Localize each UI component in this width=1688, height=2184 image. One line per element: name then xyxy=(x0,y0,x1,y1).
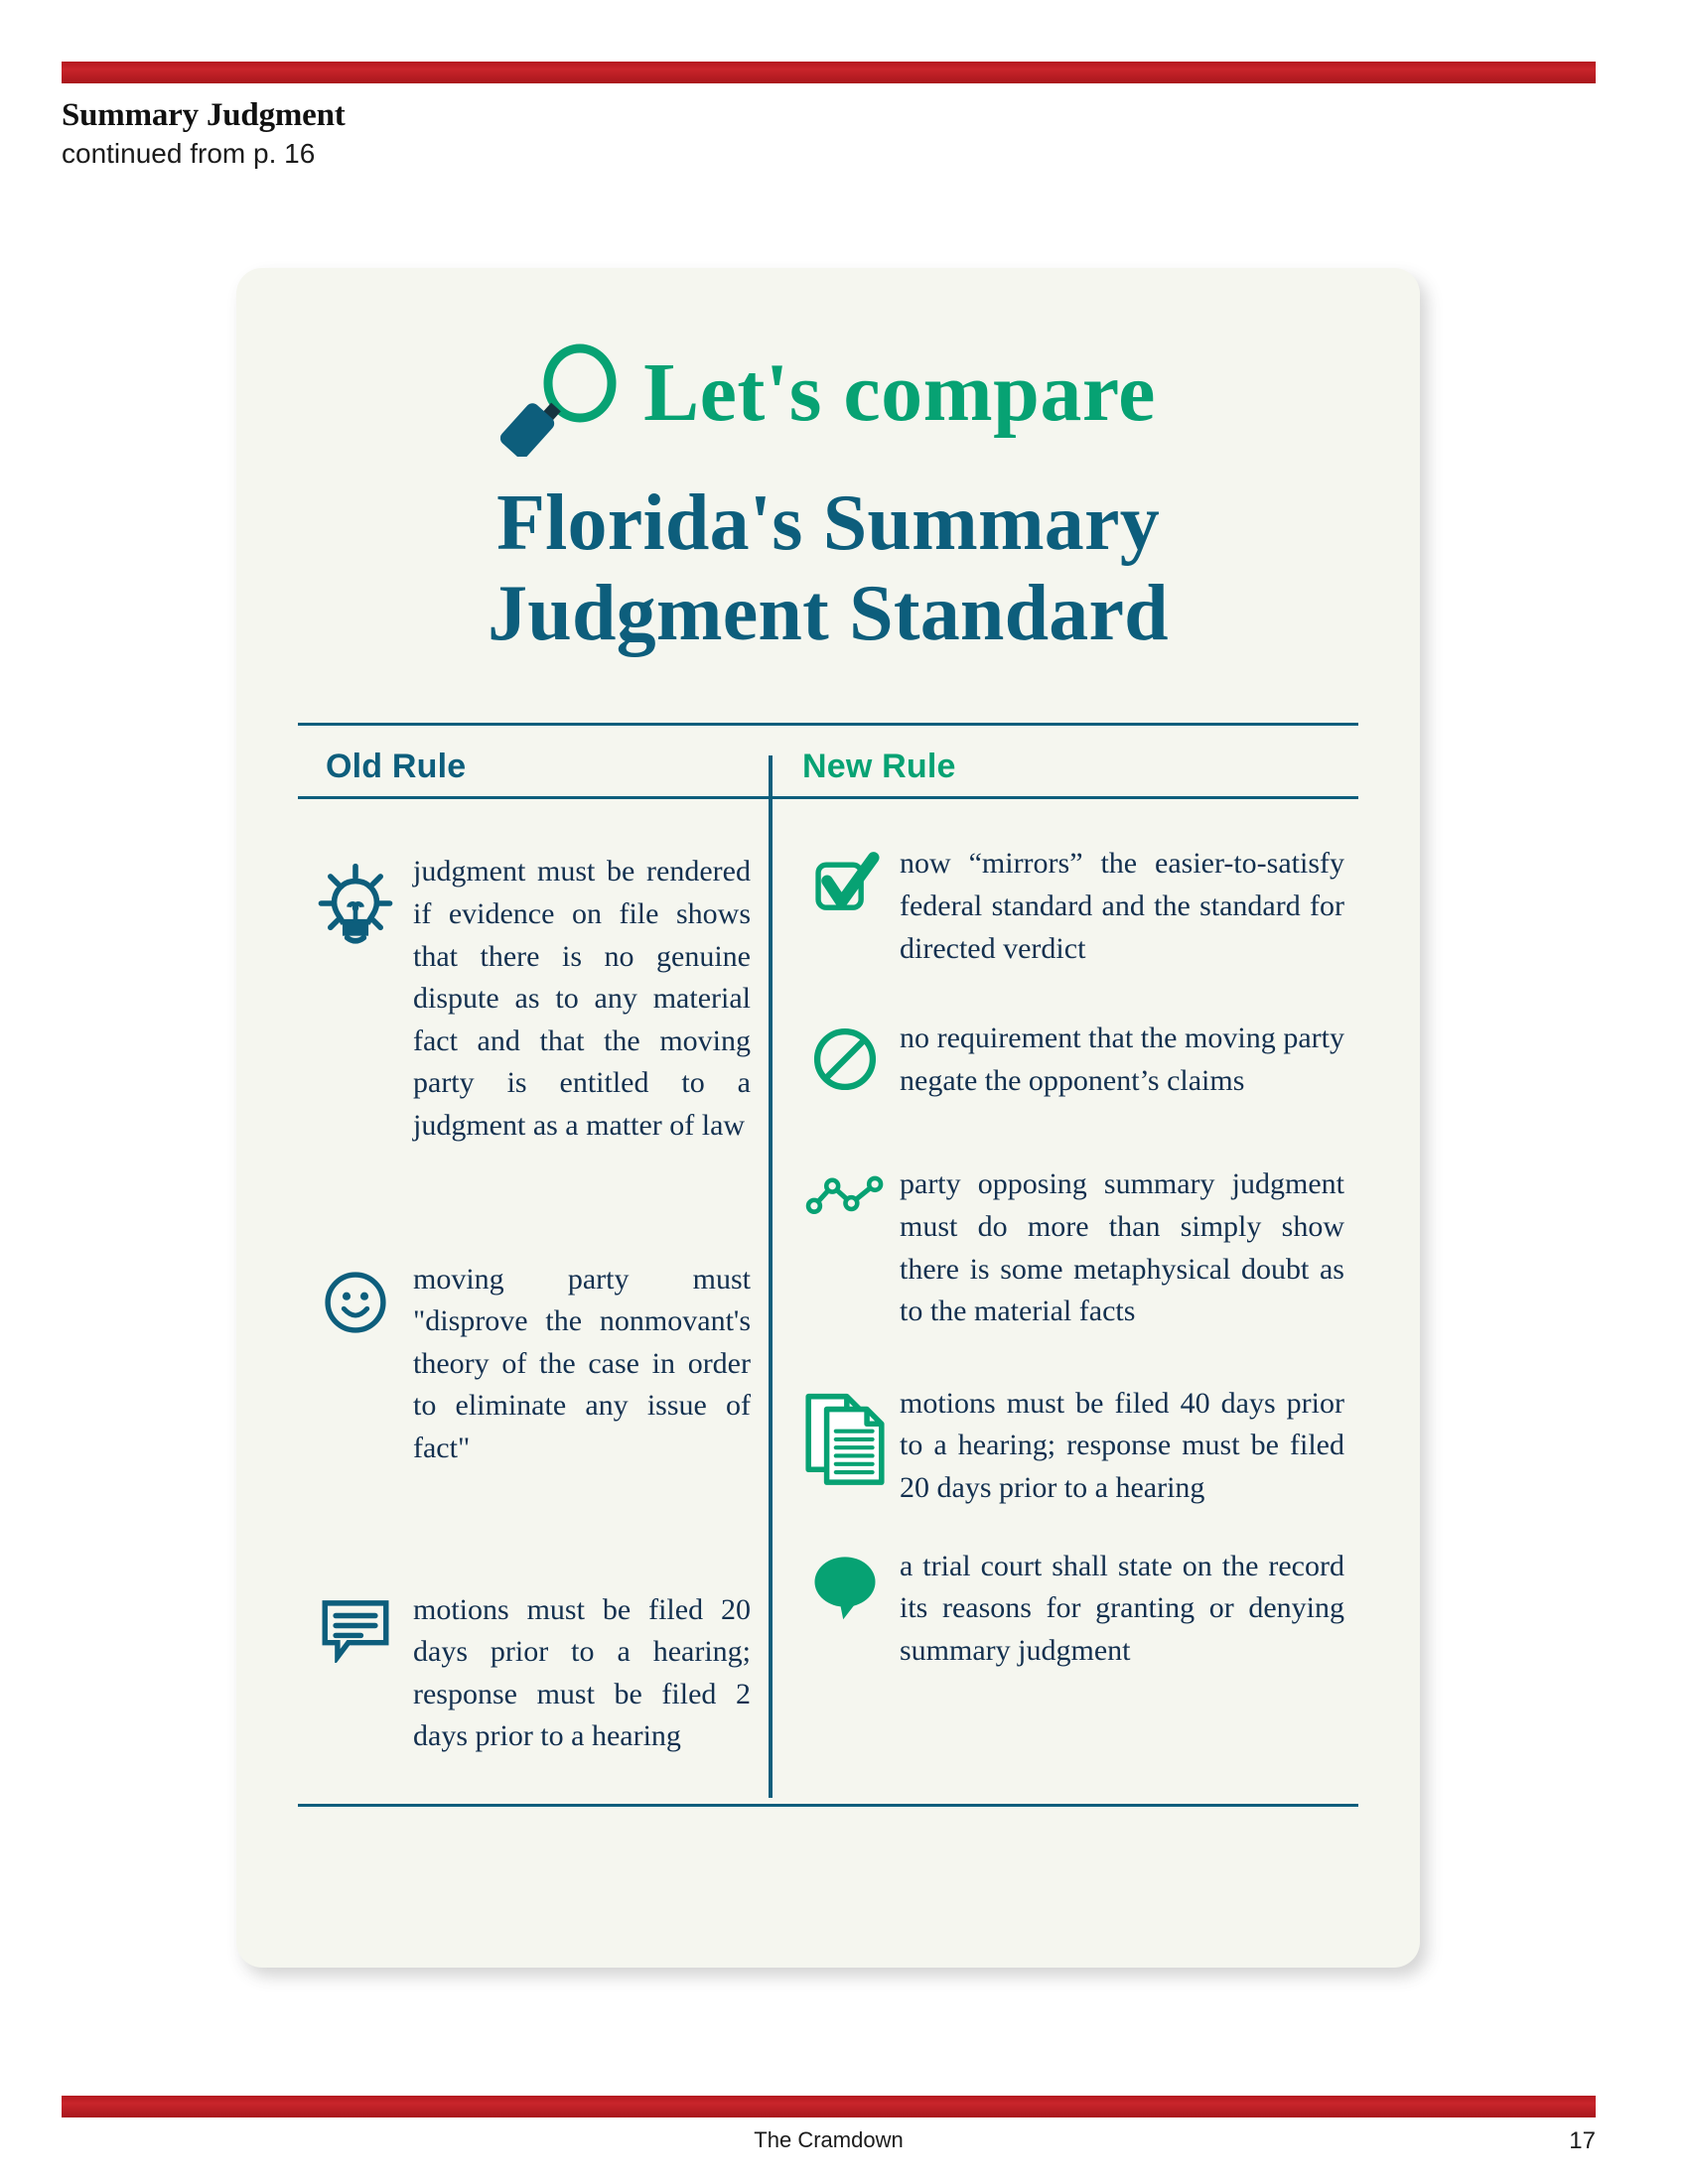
new-rule-item-text: no requirement that the moving party negate the opponent’s claims xyxy=(900,1022,1344,1097)
new-rule-item-text: now “mirrors” the easier-to-satisfy federal standard and the standard for directed verdict xyxy=(900,847,1344,965)
line-chart-icon xyxy=(790,1163,900,1217)
new-rule-item-text: a trial court shall state on the record its reasons for granting or denying summary judgment xyxy=(900,1549,1344,1667)
comparison-table xyxy=(298,723,1358,1807)
column-divider xyxy=(769,755,773,1798)
table-bottom-rule xyxy=(298,1804,1358,1807)
lets-compare-heading: Let's compare xyxy=(643,346,1156,439)
card-title-row xyxy=(298,336,1358,451)
list-item xyxy=(790,1163,1358,1332)
checkbox-check-icon xyxy=(790,843,900,918)
magnifying-glass-icon xyxy=(500,341,628,457)
old-rule-item-text: motions must be filed 20 days prior to a hearing; response must be filed 2 days prior to a hearing xyxy=(413,1592,751,1753)
card-main-heading xyxy=(298,478,1358,659)
old-rule-column xyxy=(298,799,769,1792)
documents-icon xyxy=(790,1383,900,1488)
top-rule-bar xyxy=(62,62,1596,83)
table-body xyxy=(298,799,1358,1792)
lightbulb-icon xyxy=(298,851,413,948)
smiley-face-icon xyxy=(298,1259,413,1338)
heading-line-1: Florida's Summary xyxy=(496,479,1160,567)
column-header-old-rule: Old Rule xyxy=(326,748,467,786)
list-item xyxy=(790,1018,1358,1102)
new-rule-column xyxy=(769,799,1358,1792)
bottom-rule-bar xyxy=(62,2096,1596,2117)
column-header-new-rule: New Rule xyxy=(802,748,956,786)
list-item xyxy=(298,1589,769,1758)
heading-line-2: Judgment Standard xyxy=(488,570,1169,658)
continued-from-label: continued from p. 16 xyxy=(62,137,316,169)
table-header-row xyxy=(298,726,1358,799)
page-title: Summary Judgment xyxy=(62,97,346,133)
article-header xyxy=(62,96,955,171)
page-number: 17 xyxy=(1569,2127,1596,2154)
list-item xyxy=(790,843,1358,970)
new-rule-item-text: motions must be filed 40 days prior to a hearing; response must be filed 20 days prior to a hearing xyxy=(900,1386,1344,1504)
list-item xyxy=(790,1383,1358,1510)
speech-bubble-filled-icon xyxy=(790,1546,900,1621)
page-footer xyxy=(62,2127,1596,2153)
speech-bubble-icon xyxy=(298,1589,413,1663)
prohibition-icon xyxy=(790,1018,900,1095)
old-rule-item-text: moving party must "disprove the nonmovant's theory of the case in order to eliminate any issue of fact" xyxy=(413,1262,751,1464)
comparison-card xyxy=(236,268,1420,1968)
old-rule-item-text: judgment must be rendered if evidence on file shows that there is no genuine dispute as to any material fact and that the moving party is entitled to a judgment as a matter of law xyxy=(413,855,751,1142)
new-rule-item-text: party opposing summary judgment must do more than simply show there is some metaphysical doubt as to the material facts xyxy=(900,1167,1344,1328)
list-item xyxy=(298,851,769,1147)
list-item xyxy=(298,1259,769,1470)
publication-name: The Cramdown xyxy=(754,2127,904,2152)
list-item xyxy=(790,1546,1358,1673)
